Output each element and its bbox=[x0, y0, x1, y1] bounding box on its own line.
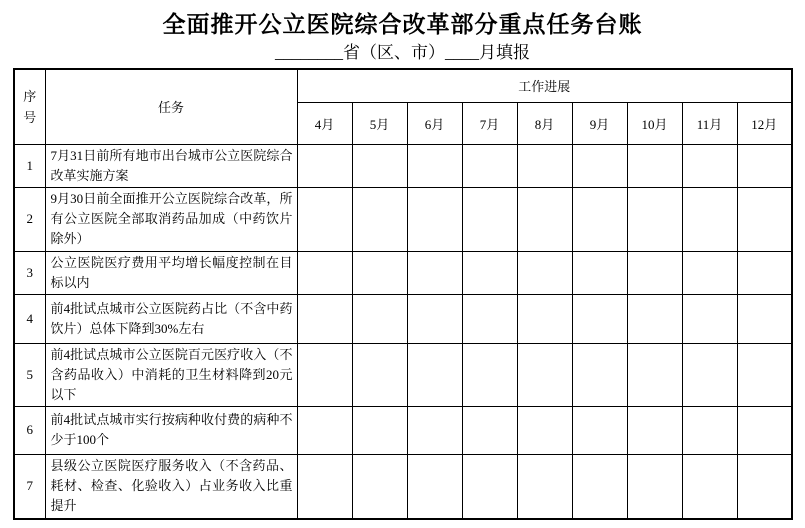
progress-cell bbox=[572, 144, 627, 187]
progress-cell bbox=[627, 187, 682, 251]
header-month-dec: 12月 bbox=[737, 102, 792, 144]
task-cell: 前4批试点城市公立医院药占比（不含中药饮片）总体下降到30%左右 bbox=[45, 294, 297, 343]
progress-cell bbox=[462, 144, 517, 187]
progress-cell bbox=[627, 454, 682, 519]
progress-cell bbox=[737, 454, 792, 519]
table-row-7 bbox=[14, 454, 792, 519]
header-index-label: 序号 bbox=[23, 88, 37, 125]
table-row-4 bbox=[14, 294, 792, 343]
progress-cell bbox=[572, 251, 627, 294]
progress-cell bbox=[462, 406, 517, 454]
row-number: 5 bbox=[14, 343, 45, 406]
task-ledger-table bbox=[13, 68, 793, 520]
progress-cell bbox=[407, 406, 462, 454]
progress-cell bbox=[517, 343, 572, 406]
progress-cell bbox=[627, 406, 682, 454]
progress-cell bbox=[517, 251, 572, 294]
progress-cell bbox=[352, 187, 407, 251]
progress-cell bbox=[407, 294, 462, 343]
progress-cell bbox=[352, 343, 407, 406]
progress-cell bbox=[737, 343, 792, 406]
progress-cell bbox=[627, 343, 682, 406]
progress-cell bbox=[352, 144, 407, 187]
progress-cell bbox=[682, 343, 737, 406]
progress-cell bbox=[462, 187, 517, 251]
progress-cell bbox=[297, 144, 352, 187]
header-month-sep: 9月 bbox=[572, 102, 627, 144]
progress-cell bbox=[517, 294, 572, 343]
progress-cell bbox=[297, 294, 352, 343]
row-number: 4 bbox=[14, 294, 45, 343]
progress-cell bbox=[407, 343, 462, 406]
task-cell: 县级公立医院医疗服务收入（不含药品、耗材、检查、化验收入）占业务收入比重提升 bbox=[45, 454, 297, 519]
row-number: 2 bbox=[14, 187, 45, 251]
task-cell: 公立医院医疗费用平均增长幅度控制在目标以内 bbox=[45, 251, 297, 294]
progress-cell bbox=[682, 294, 737, 343]
header-month-apr: 4月 bbox=[297, 102, 352, 144]
header-month-oct: 10月 bbox=[627, 102, 682, 144]
progress-cell bbox=[297, 187, 352, 251]
table-row-6 bbox=[14, 406, 792, 454]
table-row-3 bbox=[14, 251, 792, 294]
progress-cell bbox=[682, 187, 737, 251]
progress-cell bbox=[572, 406, 627, 454]
progress-cell bbox=[572, 187, 627, 251]
progress-cell bbox=[462, 294, 517, 343]
row-number: 1 bbox=[14, 144, 45, 187]
row-number: 6 bbox=[14, 406, 45, 454]
header-month-jul: 7月 bbox=[462, 102, 517, 144]
progress-cell bbox=[517, 406, 572, 454]
header-index bbox=[14, 69, 45, 144]
progress-cell bbox=[517, 187, 572, 251]
progress-cell bbox=[682, 454, 737, 519]
page-subtitle: ________省（区、市）____月填报 bbox=[275, 43, 530, 62]
task-cell: 9月30日前全面推开公立医院综合改革，所有公立医院全部取消药品加成（中药饮片除外） bbox=[45, 187, 297, 251]
progress-cell bbox=[352, 251, 407, 294]
table-row-5 bbox=[14, 343, 792, 406]
progress-cell bbox=[682, 144, 737, 187]
header-task: 任务 bbox=[45, 69, 297, 144]
progress-cell bbox=[462, 251, 517, 294]
progress-cell bbox=[737, 294, 792, 343]
progress-cell bbox=[737, 251, 792, 294]
header-month-jun: 6月 bbox=[407, 102, 462, 144]
progress-cell bbox=[517, 144, 572, 187]
table-row-2 bbox=[14, 187, 792, 251]
progress-cell bbox=[407, 251, 462, 294]
progress-cell bbox=[737, 144, 792, 187]
task-cell: 前4批试点城市实行按病种收付费的病种不少于100个 bbox=[45, 406, 297, 454]
progress-cell bbox=[627, 144, 682, 187]
progress-cell bbox=[352, 294, 407, 343]
progress-cell bbox=[627, 294, 682, 343]
progress-cell bbox=[352, 454, 407, 519]
progress-cell bbox=[627, 251, 682, 294]
task-cell: 前4批试点城市公立医院百元医疗收入（不含药品收入）中消耗的卫生材料降到20元以下 bbox=[45, 343, 297, 406]
progress-cell bbox=[572, 454, 627, 519]
table-row-1 bbox=[14, 144, 792, 187]
progress-cell bbox=[682, 251, 737, 294]
row-number: 7 bbox=[14, 454, 45, 519]
progress-cell bbox=[297, 454, 352, 519]
header-progress: 工作进展 bbox=[297, 69, 792, 102]
progress-cell bbox=[297, 406, 352, 454]
progress-cell bbox=[682, 406, 737, 454]
progress-cell bbox=[462, 454, 517, 519]
progress-cell bbox=[517, 454, 572, 519]
progress-cell bbox=[462, 343, 517, 406]
progress-cell bbox=[572, 294, 627, 343]
row-number: 3 bbox=[14, 251, 45, 294]
table-header-row-top bbox=[14, 69, 792, 102]
progress-cell bbox=[407, 144, 462, 187]
task-cell: 7月31日前所有地市出台城市公立医院综合改革实施方案 bbox=[45, 144, 297, 187]
progress-cell bbox=[297, 251, 352, 294]
progress-cell bbox=[297, 343, 352, 406]
progress-cell bbox=[572, 343, 627, 406]
header-month-aug: 8月 bbox=[517, 102, 572, 144]
progress-cell bbox=[737, 406, 792, 454]
page-title: 全面推开公立医院综合改革部分重点任务台账 bbox=[162, 12, 643, 37]
progress-cell bbox=[352, 406, 407, 454]
progress-cell bbox=[407, 454, 462, 519]
progress-cell bbox=[407, 187, 462, 251]
progress-cell bbox=[737, 187, 792, 251]
header-month-nov: 11月 bbox=[682, 102, 737, 144]
header-month-may: 5月 bbox=[352, 102, 407, 144]
